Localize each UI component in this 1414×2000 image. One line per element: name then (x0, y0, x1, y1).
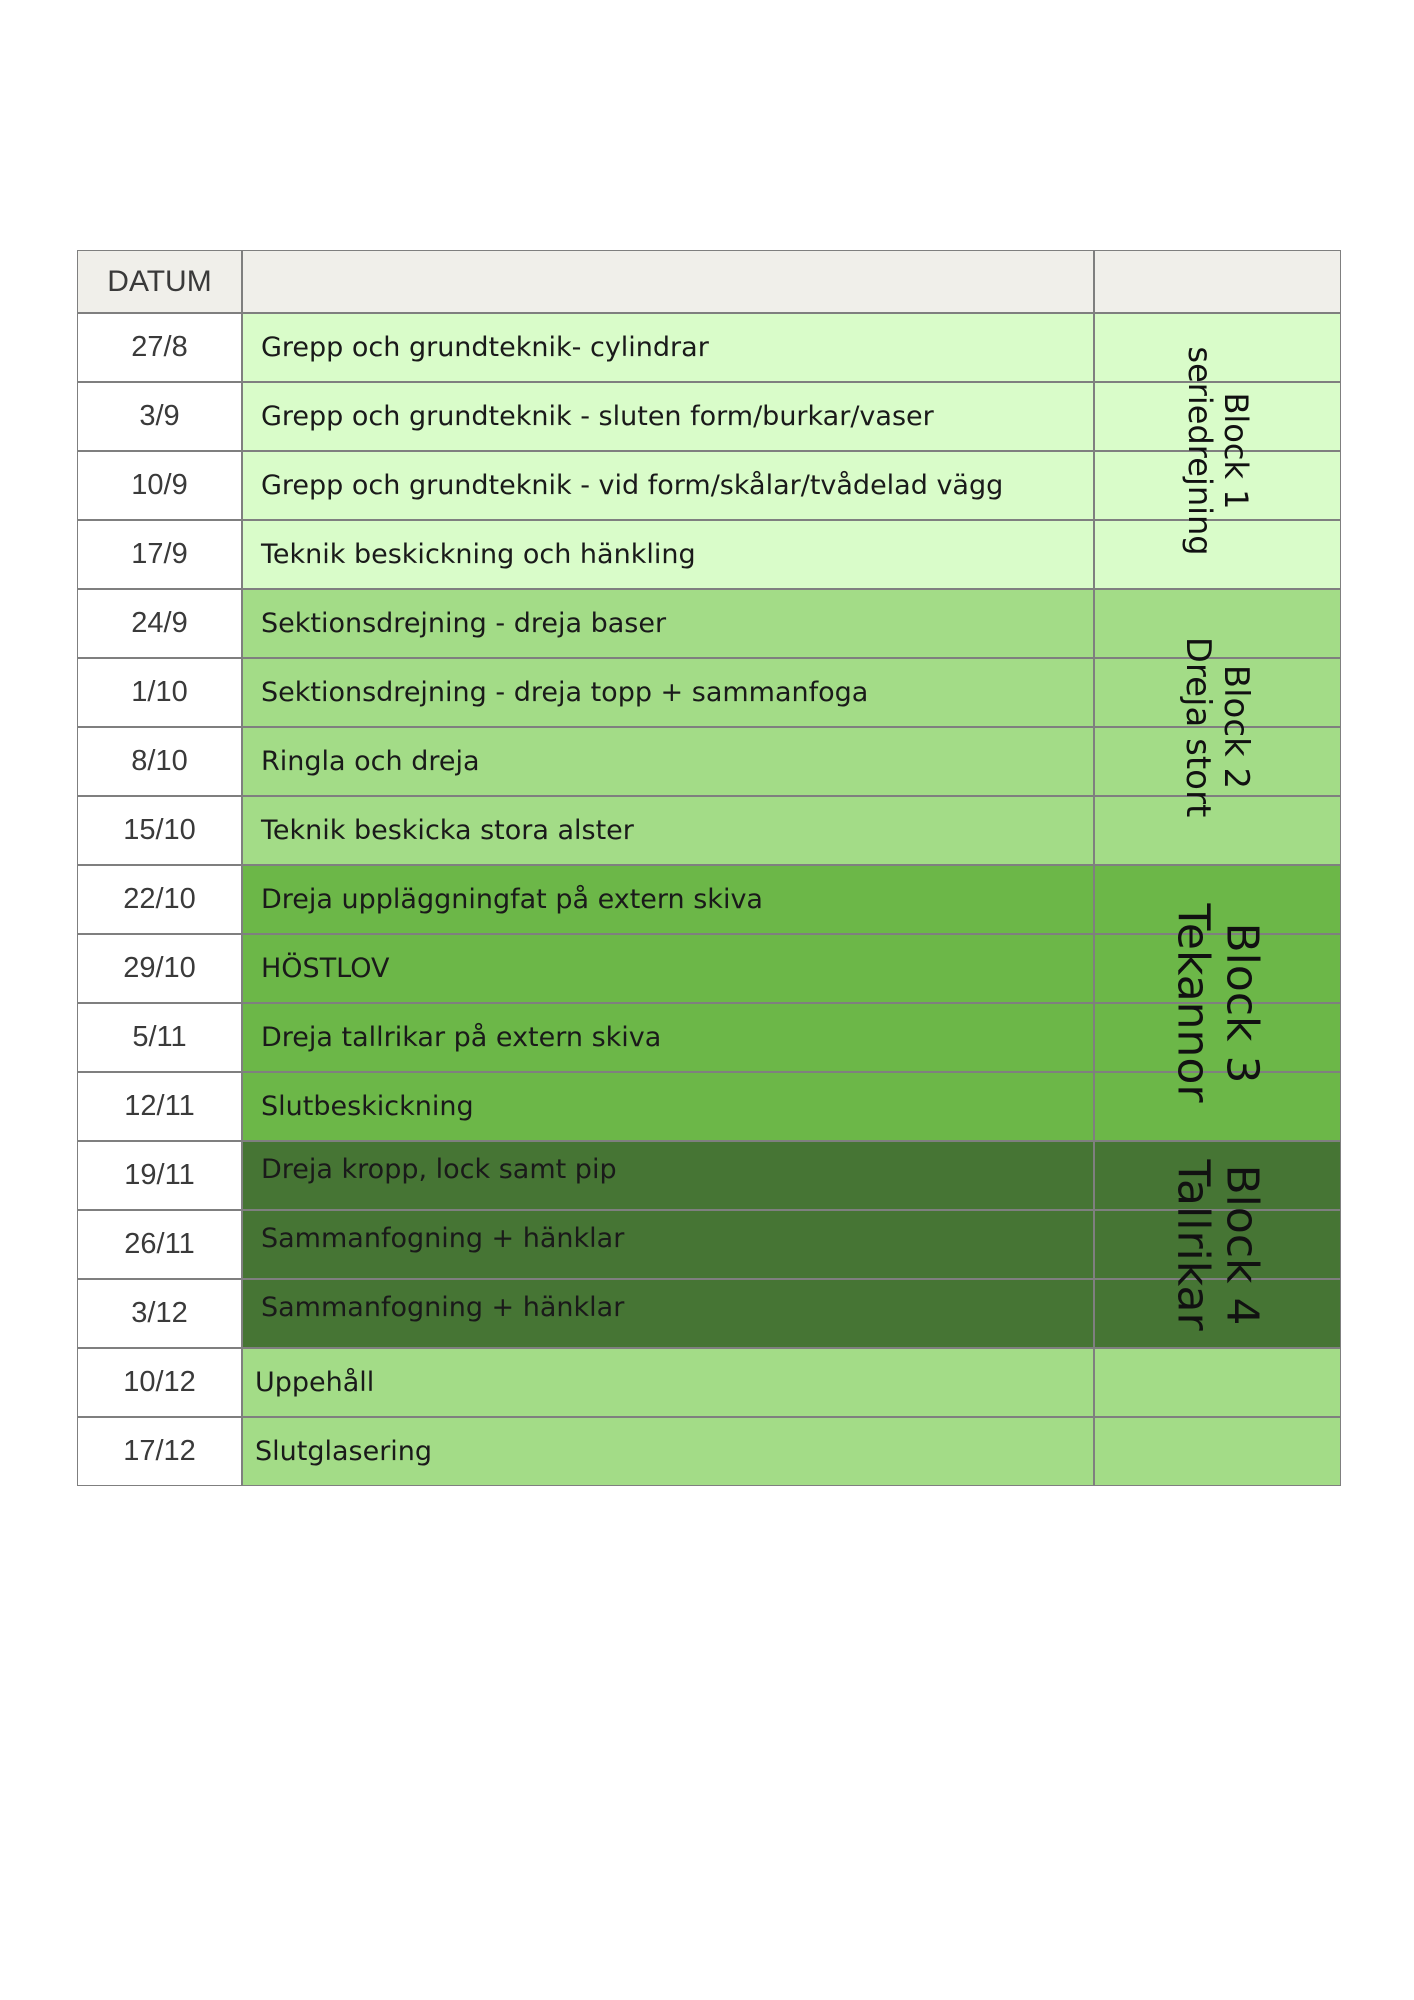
block-label-title: Block 3 (1216, 922, 1268, 1084)
date-cell: 5/11 (77, 1003, 242, 1072)
date-cell: 17/9 (77, 520, 242, 589)
block-cell (1094, 313, 1341, 382)
header-activity (242, 250, 1094, 313)
date-cell: 29/10 (77, 934, 242, 1003)
header-date: DATUM (77, 250, 242, 313)
activity-cell: Grepp och grundteknik - vid form/skålar/tvådelad vägg (242, 451, 1094, 520)
activity-cell: Dreja kropp, lock samt pip (242, 1141, 1094, 1210)
block-cell (1094, 1072, 1341, 1141)
activity-cell: Dreja tallrikar på extern skiva (242, 1003, 1094, 1072)
block-label-subtitle: Dreja stort (1178, 636, 1218, 818)
block-cell (1094, 658, 1341, 727)
date-cell: 10/9 (77, 451, 242, 520)
block-cell (1094, 1210, 1341, 1279)
date-cell: 10/12 (77, 1348, 242, 1417)
block-cell (1094, 1279, 1341, 1348)
block-cell (1094, 589, 1341, 658)
activity-cell: Dreja uppläggningfat på extern skiva (242, 865, 1094, 934)
block-cell (1094, 865, 1341, 934)
activity-cell: Sammanfogning + hänklar (242, 1279, 1094, 1348)
block-cell (1094, 1003, 1341, 1072)
block-label-title: Block 4 (1216, 1164, 1268, 1325)
schedule-table (77, 250, 1341, 1485)
date-cell: 19/11 (77, 1141, 242, 1210)
block-cell (1094, 727, 1341, 796)
block-cell (1094, 1417, 1341, 1486)
block-cell (1094, 1348, 1341, 1417)
activity-cell: Sammanfogning + hänklar (242, 1210, 1094, 1279)
block-label-title: Block 1 (1216, 392, 1255, 510)
block-cell (1094, 382, 1341, 451)
date-cell: 24/9 (77, 589, 242, 658)
activity-cell: Grepp och grundteknik - sluten form/burkar/vaser (242, 382, 1094, 451)
activity-cell: HÖSTLOV (242, 934, 1094, 1003)
block-cell (1094, 520, 1341, 589)
header-block (1094, 250, 1341, 313)
date-cell: 26/11 (77, 1210, 242, 1279)
activity-cell: Slutbeskickning (242, 1072, 1094, 1141)
block-label-title: Block 2 (1216, 664, 1257, 790)
date-cell: 22/10 (77, 865, 242, 934)
date-cell: 12/11 (77, 1072, 242, 1141)
date-cell: 17/12 (77, 1417, 242, 1486)
date-cell: 27/8 (77, 313, 242, 382)
block-cell (1094, 796, 1341, 865)
activity-cell: Sektionsdrejning - dreja baser (242, 589, 1094, 658)
block-cell (1094, 934, 1341, 1003)
date-cell: 3/9 (77, 382, 242, 451)
block-label-subtitle: Tekannor (1167, 903, 1218, 1103)
activity-cell: Ringla och dreja (242, 727, 1094, 796)
date-cell: 15/10 (77, 796, 242, 865)
block-cell (1094, 451, 1341, 520)
activity-cell: Grepp och grundteknik- cylindrar (242, 313, 1094, 382)
date-cell: 8/10 (77, 727, 242, 796)
activity-cell: Slutglasering (242, 1417, 1094, 1486)
activity-cell: Teknik beskicka stora alster (242, 796, 1094, 865)
date-cell: 1/10 (77, 658, 242, 727)
block-cell (1094, 1141, 1341, 1210)
activity-cell: Teknik beskickning och hänkling (242, 520, 1094, 589)
activity-cell: Sektionsdrejning - dreja topp + sammanfoga (242, 658, 1094, 727)
activity-cell: Uppehåll (242, 1348, 1094, 1417)
date-cell: 3/12 (77, 1279, 242, 1348)
block-label-subtitle: Tallrikar (1167, 1158, 1218, 1331)
block-label-subtitle: seriedrejning (1181, 346, 1219, 556)
